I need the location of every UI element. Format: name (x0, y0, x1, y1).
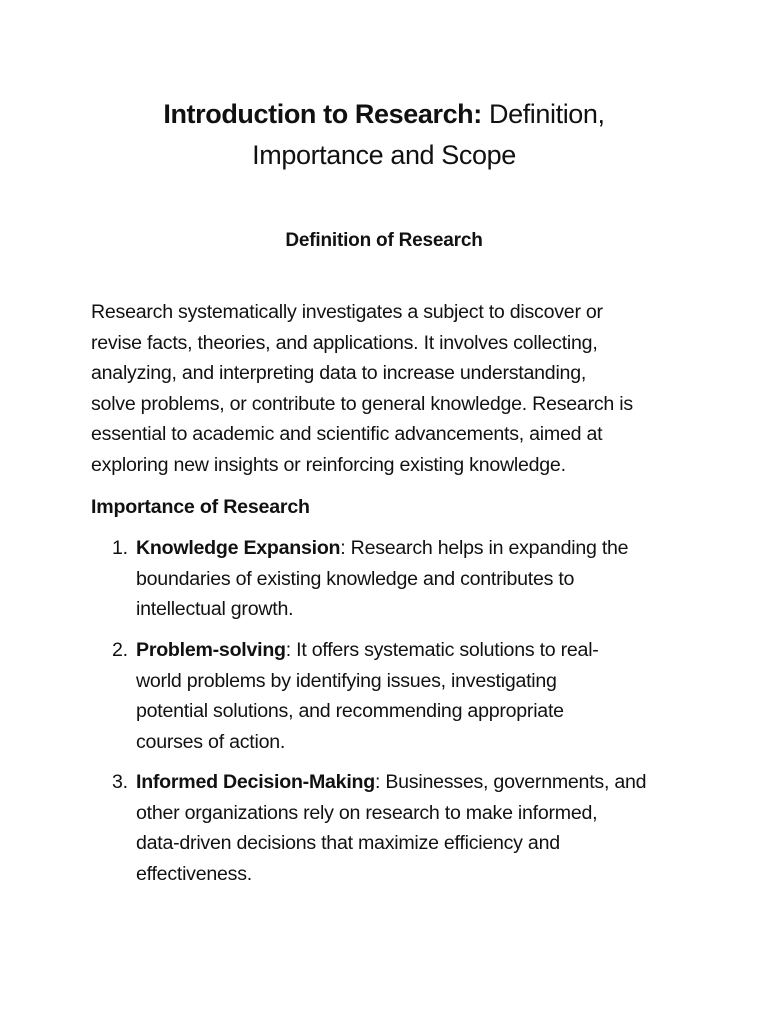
paragraph-line: Research systematically investigates a subject to discover or (91, 301, 603, 323)
section-heading-definition: Definition of Research (285, 230, 483, 251)
list-item-number: 2. (112, 639, 128, 661)
list-item (91, 767, 691, 889)
importance-heading: Importance of Research (91, 496, 310, 518)
list-item-line: intellectual growth. (136, 598, 294, 621)
page-title (0, 94, 768, 176)
list-item (91, 533, 691, 625)
list-item-line: courses of action. (136, 730, 286, 753)
list-item-body (136, 533, 691, 625)
paragraph-line: revise facts, theories, and applications. It involves collecting, (91, 331, 598, 354)
list-item-line: world problems by identifying issues, investigating (136, 669, 557, 692)
list-item-term: Problem-solving (136, 639, 286, 661)
list-item-body (136, 635, 691, 757)
paragraph-line: solve problems, or contribute to general knowledge. Research is (91, 392, 633, 415)
paragraph-line: analyzing, and interpreting data to increase understanding, (91, 362, 587, 385)
list-item-text: : Research helps in expanding the (340, 537, 629, 559)
title-second-line: Importance and Scope (252, 140, 516, 170)
paragraph-line: essential to academic and scientific advancements, aimed at (91, 423, 603, 446)
list-item-term: Knowledge Expansion (136, 537, 341, 559)
list-item-line: boundaries of existing knowledge and contributes to (136, 567, 575, 590)
list-item-number: 1. (112, 537, 128, 559)
list-item (91, 635, 691, 757)
list-item-line: data-driven decisions that maximize efficiency and (136, 832, 560, 855)
list-item-line (136, 639, 599, 661)
list-item-text: : Businesses, governments, and (374, 771, 647, 793)
list-item-line (136, 771, 646, 793)
list-item-number: 3. (112, 771, 128, 793)
paragraph-line: exploring new insights or reinforcing existing knowledge. (91, 453, 566, 476)
title-bold-part: Introduction to Research: (163, 99, 482, 129)
definition-paragraph (91, 297, 691, 481)
title-regular-part: Definition, (481, 99, 605, 129)
list-item-text: : It offers systematic solutions to real- (285, 639, 599, 661)
list-item-term: Informed Decision-Making (136, 771, 375, 793)
list-item-line: potential solutions, and recommending appropriate (136, 700, 564, 723)
list-item-line: other organizations rely on research to make informed, (136, 801, 598, 824)
list-item-body (136, 767, 691, 889)
list-item-line (136, 537, 628, 559)
list-item-line: effectiveness. (136, 862, 252, 885)
